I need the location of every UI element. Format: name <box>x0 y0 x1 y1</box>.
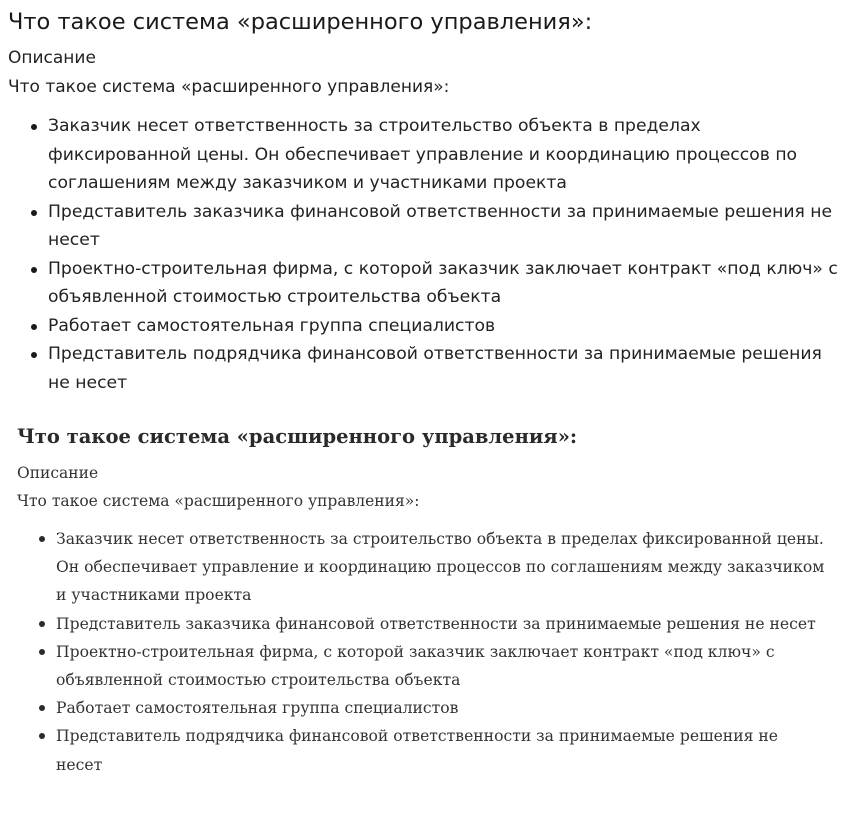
bullet-list <box>56 525 826 779</box>
section-subtitle: Что такое система «расширенного управления»: <box>17 492 420 510</box>
list-item: Представитель заказчика финансовой ответственности за принимаемые решения не несет <box>56 610 826 638</box>
section-title: Что такое система «расширенного управления»: <box>17 425 578 448</box>
page-title: Что такое система «расширенного управления»: <box>8 9 593 35</box>
list-item: Проектно-строительная фирма, с которой заказчик заключает контракт «под ключ» с объявленной стоимостью строительства объекта <box>56 638 826 694</box>
description-label: Описание <box>8 48 96 68</box>
list-item: Представитель подрядчика финансовой ответственности за принимаемые решения не несет <box>56 722 826 778</box>
section-subtitle: Что такое система «расширенного управления»: <box>8 77 450 97</box>
list-item: Заказчик несет ответственность за строительство объекта в пределах фиксированной цены. Он обеспечивает управление и координацию процессов по соглашениям между заказчиком и участниками проекта <box>56 525 826 610</box>
list-item: Работает самостоятельная группа специалистов <box>56 694 826 722</box>
list-item: Представитель заказчика финансовой ответственности за принимаемые решения не несет <box>48 198 838 255</box>
list-item: Работает самостоятельная группа специалистов <box>48 312 838 341</box>
description-label: Описание <box>17 464 99 482</box>
bullet-list <box>48 112 838 397</box>
list-item: Представитель подрядчика финансовой ответственности за принимаемые решения не несет <box>48 340 838 397</box>
list-item: Проектно-строительная фирма, с которой заказчик заключает контракт «под ключ» с объявленной стоимостью строительства объекта <box>48 255 838 312</box>
list-item: Заказчик несет ответственность за строительство объекта в пределах фиксированной цены. Он обеспечивает управление и координацию процессов по соглашениям между заказчиком и участниками проекта <box>48 112 838 198</box>
